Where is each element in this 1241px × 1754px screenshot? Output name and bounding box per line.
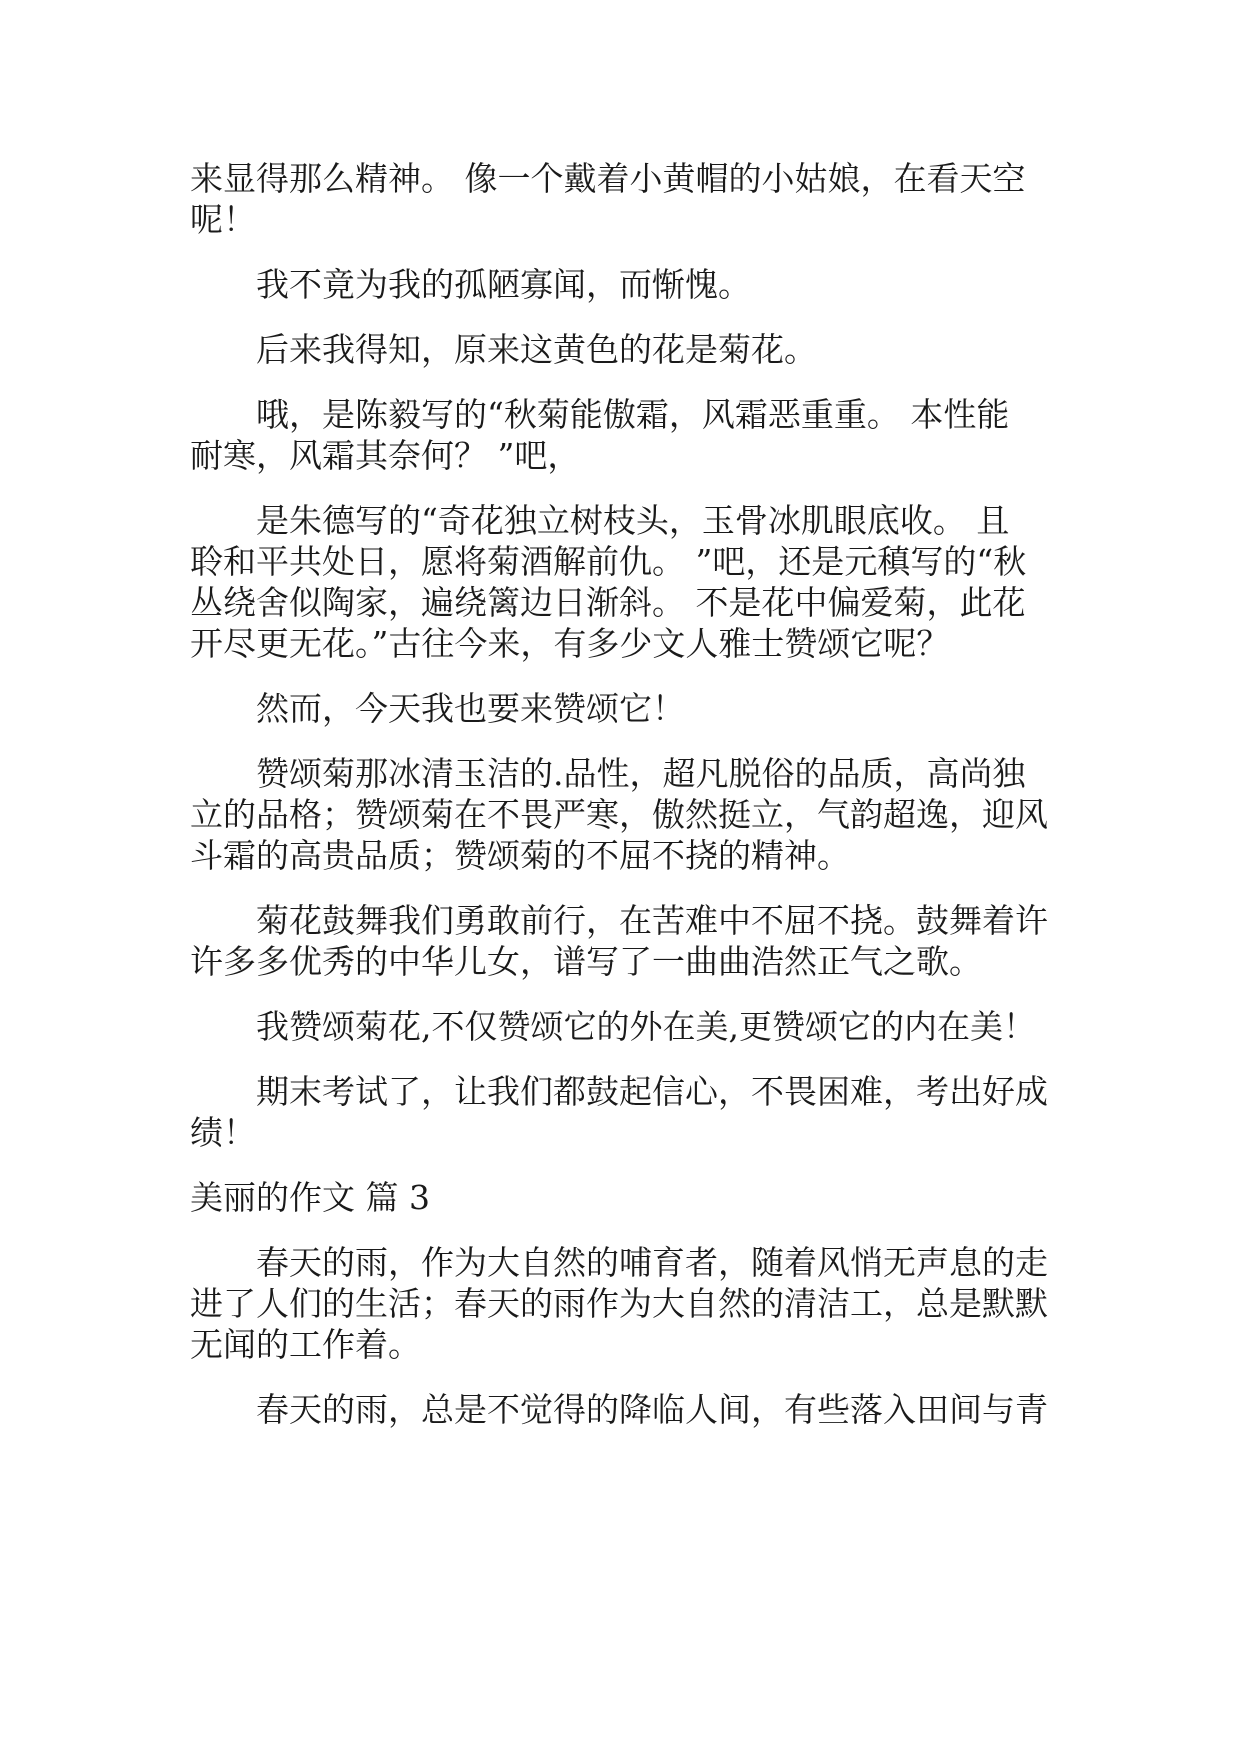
text-line: 开尽更无花。”古往今来，有多少文人雅士赞颂它呢？ bbox=[190, 624, 950, 663]
text-line: 呢！ bbox=[190, 200, 256, 239]
paragraph bbox=[190, 1006, 1050, 1047]
section-body bbox=[190, 1242, 1050, 1430]
text-line: 无闻的工作着。 bbox=[190, 1325, 421, 1364]
text-line: 斗霜的高贵品质；赞颂菊的不屈不挠的精神。 bbox=[190, 836, 850, 875]
text-line: 丛绕舍似陶家，遍绕篱边日渐斜。 不是花中偏爱菊，此花 bbox=[190, 583, 1026, 622]
text-line: 期末考试了，让我们都鼓起信心，不畏困难，考出好成 bbox=[256, 1072, 1048, 1111]
paragraph bbox=[190, 394, 1050, 476]
text-line: 赞颂菊那冰清玉洁的.品性，超凡脱俗的品质，高尚独 bbox=[256, 754, 1026, 793]
paragraph bbox=[190, 329, 1050, 370]
article-body bbox=[190, 158, 1050, 1153]
paragraph bbox=[190, 688, 1050, 729]
paragraph bbox=[190, 1242, 1050, 1365]
paragraph bbox=[190, 900, 1050, 982]
text-line: 然而，今天我也要来赞颂它！ bbox=[256, 689, 685, 728]
text-line: 春天的雨，总是不觉得的降临人间，有些落入田间与青 bbox=[256, 1390, 1048, 1429]
text-line: 我赞颂菊花,不仅赞颂它的外在美,更赞颂它的内在美！ bbox=[256, 1007, 1036, 1046]
text-line: 我不竟为我的孤陋寡闻，而惭愧。 bbox=[256, 265, 751, 304]
text-line: 立的品格；赞颂菊在不畏严寒，傲然挺立，气韵超逸，迎风 bbox=[190, 795, 1048, 834]
paragraph bbox=[190, 158, 1050, 240]
paragraph bbox=[190, 500, 1050, 664]
text-line: 后来我得知，原来这黄色的花是菊花。 bbox=[256, 330, 817, 369]
text-line: 来显得那么精神。 像一个戴着小黄帽的小姑娘，在看天空 bbox=[190, 159, 1026, 198]
text-line: 聆和平共处日，愿将菊酒解前仇。 ”吧，还是元稹写的“秋 bbox=[190, 542, 1027, 581]
text-line: 耐寒，风霜其奈何？ ”吧， bbox=[190, 436, 581, 475]
paragraph bbox=[190, 1389, 1050, 1430]
paragraph bbox=[190, 753, 1050, 876]
text-line: 绩！ bbox=[190, 1113, 256, 1152]
document-page bbox=[190, 158, 1050, 1454]
text-line: 春天的雨，作为大自然的哺育者，随着风悄无声息的走 bbox=[256, 1243, 1048, 1282]
text-line: 许多多优秀的中华儿女，谱写了一曲曲浩然正气之歌。 bbox=[190, 942, 982, 981]
paragraph bbox=[190, 264, 1050, 305]
text-line: 菊花鼓舞我们勇敢前行，在苦难中不屈不挠。鼓舞着许 bbox=[256, 901, 1048, 940]
text-line: 进了人们的生活；春天的雨作为大自然的清洁工，总是默默 bbox=[190, 1284, 1048, 1323]
text-line: 是朱德写的“奇花独立树枝头，玉骨冰肌眼底收。 且 bbox=[256, 501, 1010, 540]
section-heading: 美丽的作文 篇 3 bbox=[190, 1178, 430, 1217]
text-line: 哦，是陈毅写的“秋菊能傲霜，风霜恶重重。 本性能 bbox=[256, 395, 1010, 434]
paragraph bbox=[190, 1071, 1050, 1153]
